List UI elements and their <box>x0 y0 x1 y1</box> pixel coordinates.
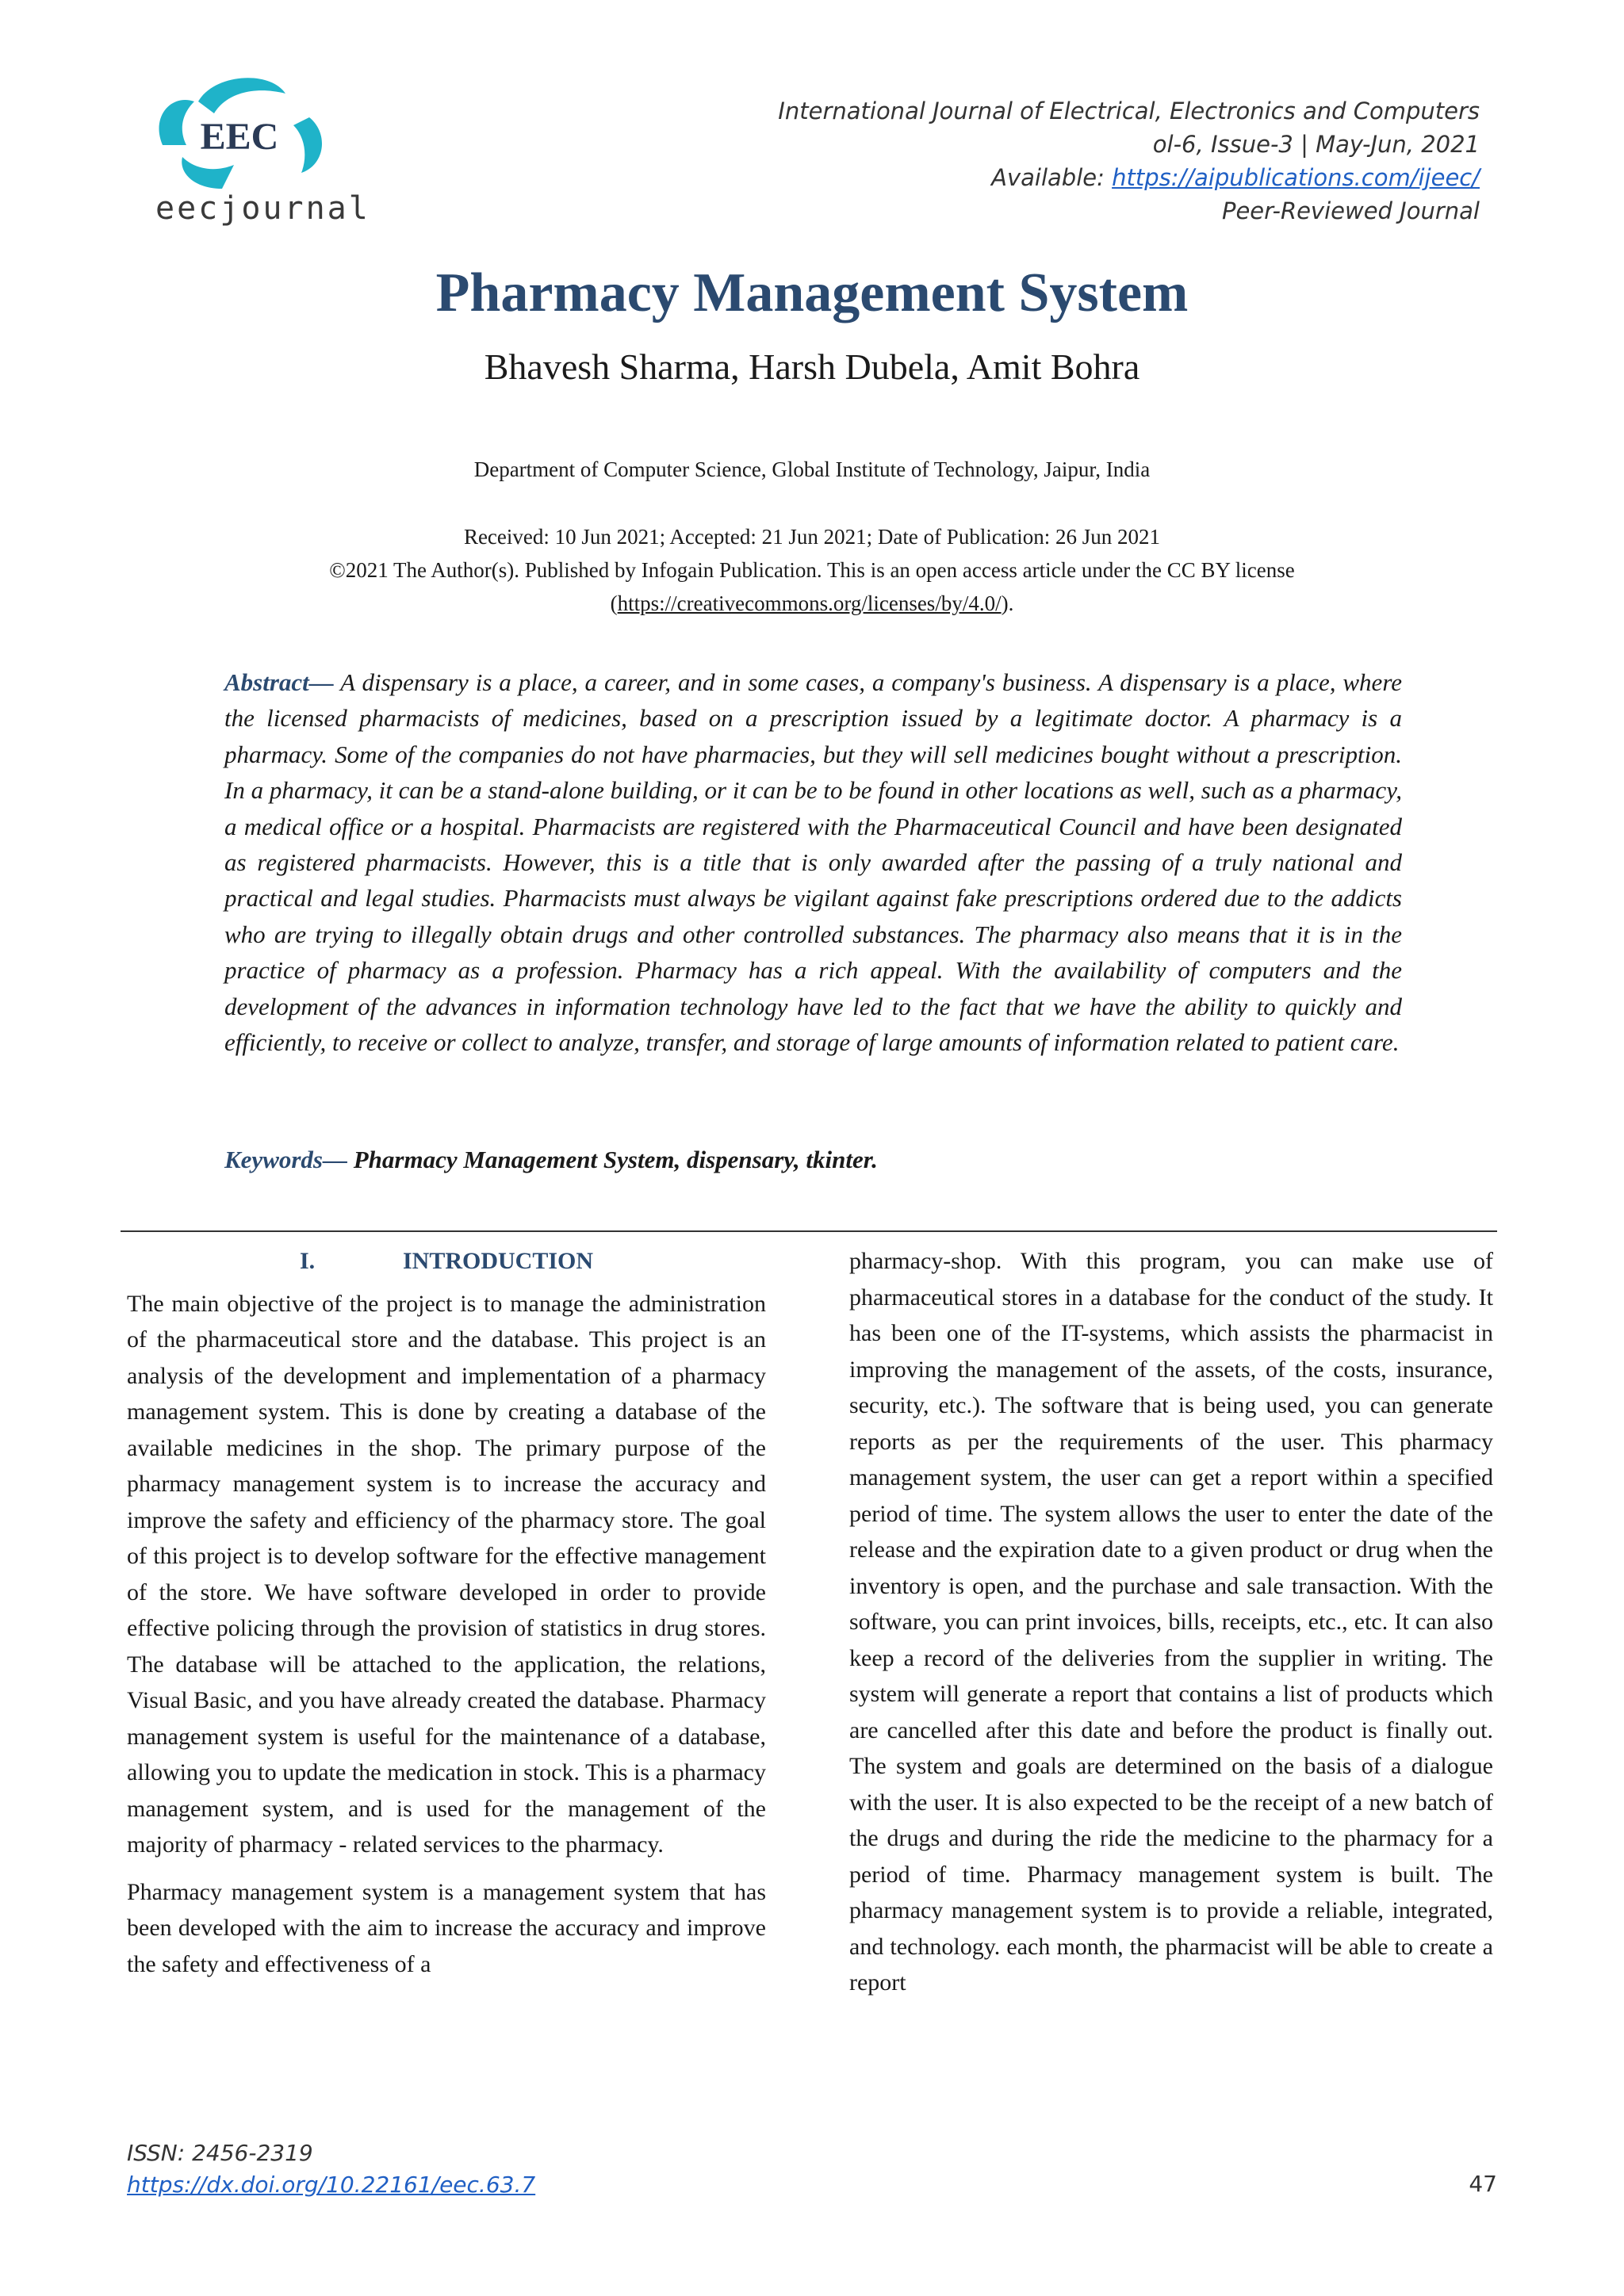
section-divider <box>121 1230 1497 1232</box>
body-paragraph: pharmacy-shop. With this program, you can make use of pharmaceutical stores in a database for the conduct of the study. It has been one of the IT-systems, which assists the pharmacist in improving the management of the assets, of the costs, insurance, security, etc.). The software that is being used, you can generate reports as per the requirements of the user. This pharmacy management system, the user can get a report within a specified period of time. The system allows the user to enter the date of the release and the expiration date to a given product or drug when the inventory is open, and the purchase and sale transaction. With the software, you can print invoices, bills, receipts, etc., etc. It can also keep a record of the deliveries from the supplier in writing. The system will generate a report that contains a list of products which are cancelled after this date and before the product is finally out. The system and goals are determined on the basis of a dialogue with the user. It is also expected to be the receipt of a new batch of the drugs and during the ride the medicine to the pharmacy for a period of time. Pharmacy management system is built. The pharmacy management system is to provide a reliable, integrated, and technology. each month, the pharmacist will be able to create a report <box>849 1248 1493 1996</box>
logo-mark-text: EEC <box>200 116 279 158</box>
keywords <box>224 1146 1402 1174</box>
body-paragraph: Pharmacy management system is a management system that has been developed with the aim to increase the accuracy and improve the safety and effectiveness of a <box>127 1878 766 1977</box>
paren-open: ( <box>610 591 618 615</box>
issn-label: ISSN: 2456-2319 <box>127 2140 313 2166</box>
logo-wordmark: eecjournal <box>155 190 370 227</box>
affiliation: Department of Computer Science, Global Institute of Technology, Jaipur, India <box>473 457 1151 481</box>
available-label: Available: <box>991 164 1113 191</box>
abstract-label: Abstract— <box>224 668 334 696</box>
abstract <box>224 664 1402 1060</box>
section-number: I. <box>299 1248 316 1274</box>
journal-url-link[interactable]: https://aipublications.com/ijeec/ <box>1112 164 1480 191</box>
section-title: INTRODUCTION <box>402 1248 594 1274</box>
left-column <box>127 1243 766 1993</box>
page-number: 47 <box>1469 2171 1497 2197</box>
available-line <box>991 162 1480 193</box>
issue-info: ol-6, Issue-3 | May-Jun, 2021 <box>1152 131 1480 158</box>
license-line: ©2021 The Author(s). Published by Infogain Publication. This is an open access article under the CC BY license <box>329 558 1295 582</box>
publication-dates <box>0 520 1624 620</box>
logo-swirl-icon <box>151 70 341 197</box>
right-column <box>849 1243 1493 2012</box>
paren-close: ). <box>1001 591 1014 615</box>
dates-line: Received: 10 Jun 2021; Accepted: 21 Jun 2021; Date of Publication: 26 Jun 2021 <box>463 525 1161 549</box>
paper-title: Pharmacy Management System <box>435 262 1189 323</box>
section-heading <box>127 1243 766 1280</box>
keywords-text: Pharmacy Management System, dispensary, tkinter. <box>347 1146 878 1173</box>
abstract-text: A dispensary is a place, a career, and in some cases, a company's business. A dispensary is a place, where the licensed pharmacists of medicines, based on a prescription issued by a legitimate doctor. A pharmacy is a pharmacy. Some of the companies do not have pharmacies, but they will sell medicines bought without a prescription. In a pharmacy, it can be a stand-alone building, or it can be to be found in other locations as well, such as a pharmacy, a medical office or a hospital. Pharmacists are registered with the Pharmaceutical Council and have been designated as registered pharmacists. However, this is a title that is only awarded after the passing of a truly national and practical and legal studies. Pharmacists must always be vigilant against fake prescriptions ordered due to the addicts who are trying to illegally obtain drugs and other controlled substances. The pharmacy also means that it is in the practice of pharmacy as a profession. Pharmacy has a rich appeal. With the availability of computers and the development of the advances in information technology have led to the fact that we have the ability to quickly and efficiently, to receive or collect to analyze, transfer, and storage of large amounts of information related to patient care. <box>224 668 1402 1057</box>
body-paragraph: The main objective of the project is to manage the administration of the pharmaceutical store and the database. This project is an analysis of the development and implementation of a pharmacy management system. This is done by creating a database of the available medicines in the shop. The primary purpose of the pharmacy management system is to increase the accuracy and improve the safety and efficiency of the pharmacy store. The goal of this project is to develop software for the effective management of the store. We have software developed in order to provide effective policing through the provision of statistics in drug stores. The database will be attached to the application, the relations, Visual Basic, and you have already created the database. Pharmacy management system is useful for the maintenance of a database, allowing you to update the medication in stock. This is a pharmacy management system, and is used for the management of the majority of pharmacy - related services to the pharmacy. <box>127 1290 766 1858</box>
journal-name: International Journal of Electrical, Electronics and Computers <box>778 98 1480 124</box>
peer-reviewed-label: Peer-Reviewed Journal <box>1221 197 1480 224</box>
footer-info <box>127 2137 535 2201</box>
doi-link[interactable]: https://dx.doi.org/10.22161/eec.63.7 <box>127 2172 536 2198</box>
keywords-label: Keywords— <box>224 1146 347 1173</box>
license-url-link[interactable]: https://creativecommons.org/licenses/by/4.0/ <box>617 591 1002 615</box>
paper-authors: Bhavesh Sharma, Harsh Dubela, Amit Bohra <box>484 346 1140 387</box>
license-url-line <box>0 587 1624 620</box>
